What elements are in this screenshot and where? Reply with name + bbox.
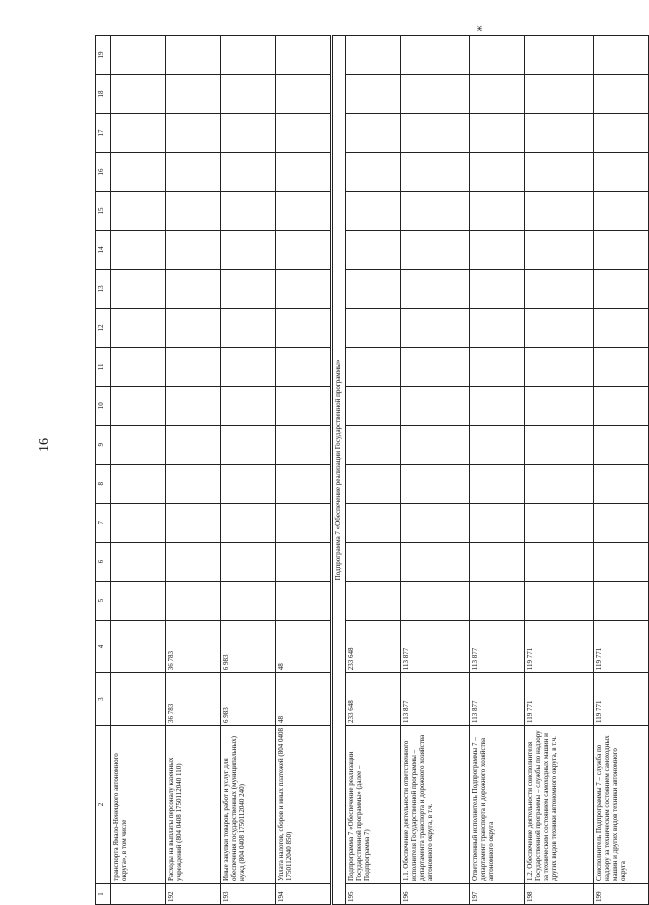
- empty-cell: [111, 230, 166, 269]
- value-col4: 36 783: [166, 620, 221, 673]
- empty-cell: [111, 581, 166, 620]
- row-name: Иные закупки товаров, работ и услуг для обеспечения государственных (муниципальных) нужд (804 0408 1750112040 240): [221, 725, 276, 883]
- empty-cell: [470, 153, 525, 192]
- empty-cell: [346, 114, 401, 153]
- subprogram-header: Подпрограмма 7 «Обеспечение реализации Государственной программы»: [332, 36, 346, 905]
- empty-cell: [111, 75, 166, 114]
- value-col4: 48: [276, 620, 332, 673]
- table-row: [276, 36, 332, 905]
- row-name: Расходы на выплаты персоналу казенных учреждений (804 0408 1750112040 110): [166, 725, 221, 883]
- table-row: [525, 36, 594, 905]
- column-header-7: 7: [96, 503, 111, 542]
- empty-cell: [401, 230, 470, 269]
- empty-cell: [346, 425, 401, 464]
- empty-cell: [166, 114, 221, 153]
- column-header-10: 10: [96, 386, 111, 425]
- empty-cell: [470, 581, 525, 620]
- empty-cell: [470, 114, 525, 153]
- empty-cell: [221, 230, 276, 269]
- table-row: [594, 36, 649, 905]
- empty-cell: [594, 542, 649, 581]
- table-row: [111, 36, 166, 905]
- table-row: [221, 36, 276, 905]
- empty-cell: [346, 308, 401, 347]
- empty-cell: [401, 386, 470, 425]
- table-row: [346, 36, 401, 905]
- value-col3: 6 983: [221, 673, 276, 726]
- empty-cell: [166, 542, 221, 581]
- empty-cell: [276, 581, 332, 620]
- empty-cell: [221, 503, 276, 542]
- empty-cell: [594, 153, 649, 192]
- empty-cell: [401, 75, 470, 114]
- empty-cell: [111, 114, 166, 153]
- empty-cell: [276, 75, 332, 114]
- empty-cell: [221, 581, 276, 620]
- empty-cell: [594, 386, 649, 425]
- empty-cell: [276, 36, 332, 75]
- empty-cell: [594, 114, 649, 153]
- row-name: Уплата налогов, сборов и иных платежей (804 0408 1750112040 850): [276, 725, 332, 883]
- empty-cell: [221, 542, 276, 581]
- empty-cell: [166, 269, 221, 308]
- empty-cell: [276, 386, 332, 425]
- empty-cell: [401, 308, 470, 347]
- column-header-17: 17: [96, 114, 111, 153]
- empty-cell: [221, 386, 276, 425]
- empty-cell: [525, 503, 594, 542]
- empty-cell: [525, 386, 594, 425]
- value-col3: 48: [276, 673, 332, 726]
- empty-cell: [276, 114, 332, 153]
- empty-cell: [111, 425, 166, 464]
- empty-cell: [401, 191, 470, 230]
- empty-cell: [346, 153, 401, 192]
- empty-cell: [525, 581, 594, 620]
- empty-cell: [594, 503, 649, 542]
- empty-cell: [594, 308, 649, 347]
- empty-cell: [401, 269, 470, 308]
- empty-cell: [111, 36, 166, 75]
- empty-cell: [276, 464, 332, 503]
- empty-cell: [401, 581, 470, 620]
- empty-cell: [221, 464, 276, 503]
- row-number: 195: [346, 883, 401, 904]
- empty-cell: [525, 542, 594, 581]
- empty-cell: [166, 386, 221, 425]
- empty-cell: [401, 542, 470, 581]
- corner-mark: ж: [474, 25, 484, 32]
- table-row: [166, 36, 221, 905]
- value-col4: 119 771: [525, 620, 594, 673]
- empty-cell: [346, 191, 401, 230]
- value-col3: 113 877: [470, 673, 525, 726]
- value-col3: 119 771: [594, 673, 649, 726]
- empty-cell: [276, 308, 332, 347]
- column-header-4: 4: [96, 620, 111, 673]
- empty-cell: [594, 75, 649, 114]
- value-col3: [111, 673, 166, 726]
- empty-cell: [221, 36, 276, 75]
- empty-cell: [525, 191, 594, 230]
- empty-cell: [525, 464, 594, 503]
- value-col4: 113 877: [470, 620, 525, 673]
- column-header-6: 6: [96, 542, 111, 581]
- column-number-row: [96, 36, 111, 905]
- empty-cell: [470, 503, 525, 542]
- empty-cell: [111, 308, 166, 347]
- value-col4: 233 648: [346, 620, 401, 673]
- empty-cell: [401, 425, 470, 464]
- empty-cell: [594, 425, 649, 464]
- empty-cell: [276, 269, 332, 308]
- empty-cell: [594, 269, 649, 308]
- empty-cell: [346, 464, 401, 503]
- empty-cell: [166, 581, 221, 620]
- rotated-table-container: [95, 35, 628, 905]
- empty-cell: [111, 386, 166, 425]
- budget-table: [95, 35, 649, 905]
- column-header-19: 19: [96, 36, 111, 75]
- empty-cell: [401, 347, 470, 386]
- empty-cell: [401, 464, 470, 503]
- page-number: 16: [37, 438, 52, 452]
- empty-cell: [166, 75, 221, 114]
- column-header-11: 11: [96, 347, 111, 386]
- empty-cell: [346, 75, 401, 114]
- empty-cell: [470, 36, 525, 75]
- row-name: Подпрограмма 7 «Обеспечение реализации Государственной программы» (далее – Подпрограмма 7): [346, 725, 401, 883]
- empty-cell: [111, 191, 166, 230]
- empty-cell: [525, 230, 594, 269]
- empty-cell: [594, 464, 649, 503]
- table-row: [470, 36, 525, 905]
- value-col3: 119 771: [525, 673, 594, 726]
- empty-cell: [166, 153, 221, 192]
- empty-cell: [111, 347, 166, 386]
- empty-cell: [111, 464, 166, 503]
- row-number: 199: [594, 883, 649, 904]
- empty-cell: [166, 191, 221, 230]
- empty-cell: [221, 114, 276, 153]
- empty-cell: [470, 386, 525, 425]
- empty-cell: [470, 464, 525, 503]
- empty-cell: [470, 542, 525, 581]
- empty-cell: [166, 230, 221, 269]
- empty-cell: [346, 230, 401, 269]
- column-header-16: 16: [96, 153, 111, 192]
- column-header-1: 1: [96, 883, 111, 904]
- column-header-18: 18: [96, 75, 111, 114]
- empty-cell: [166, 308, 221, 347]
- table-frame: [95, 35, 628, 905]
- empty-cell: [470, 230, 525, 269]
- value-col3: 113 877: [401, 673, 470, 726]
- empty-cell: [166, 347, 221, 386]
- empty-cell: [525, 269, 594, 308]
- empty-cell: [401, 153, 470, 192]
- empty-cell: [276, 230, 332, 269]
- empty-cell: [221, 153, 276, 192]
- empty-cell: [111, 542, 166, 581]
- column-header-12: 12: [96, 308, 111, 347]
- value-col4: 6 983: [221, 620, 276, 673]
- value-col4: [111, 620, 166, 673]
- row-number: 193: [221, 883, 276, 904]
- row-number: 194: [276, 883, 332, 904]
- empty-cell: [276, 191, 332, 230]
- empty-cell: [276, 153, 332, 192]
- empty-cell: [276, 542, 332, 581]
- empty-cell: [470, 308, 525, 347]
- column-header-15: 15: [96, 191, 111, 230]
- empty-cell: [111, 269, 166, 308]
- empty-cell: [221, 308, 276, 347]
- row-number: 192: [166, 883, 221, 904]
- subprogram-header-row: [332, 36, 346, 905]
- empty-cell: [525, 153, 594, 192]
- empty-cell: [594, 230, 649, 269]
- empty-cell: [221, 191, 276, 230]
- row-number: 197: [470, 883, 525, 904]
- empty-cell: [346, 542, 401, 581]
- value-col4: 113 877: [401, 620, 470, 673]
- empty-cell: [401, 114, 470, 153]
- empty-cell: [276, 503, 332, 542]
- column-header-9: 9: [96, 425, 111, 464]
- row-number: 198: [525, 883, 594, 904]
- empty-cell: [221, 425, 276, 464]
- empty-cell: [470, 191, 525, 230]
- empty-cell: [221, 269, 276, 308]
- empty-cell: [111, 503, 166, 542]
- empty-cell: [111, 153, 166, 192]
- empty-cell: [276, 425, 332, 464]
- value-col3: 36 783: [166, 673, 221, 726]
- row-number: [111, 883, 166, 904]
- empty-cell: [276, 347, 332, 386]
- empty-cell: [525, 347, 594, 386]
- table-row: [401, 36, 470, 905]
- empty-cell: [166, 503, 221, 542]
- empty-cell: [525, 114, 594, 153]
- empty-cell: [221, 75, 276, 114]
- empty-cell: [470, 75, 525, 114]
- row-name: 1.2. Обеспечение деятельности соисполнителя Государственной программы – службы по надзору за техническим состоянием самоходных машин и других видов техники автономного округа, в т.ч.: [525, 725, 594, 883]
- empty-cell: [346, 581, 401, 620]
- empty-cell: [401, 36, 470, 75]
- empty-cell: [221, 347, 276, 386]
- empty-cell: [166, 464, 221, 503]
- row-name: 1.1. Обеспечение деятельности ответственного исполнителя Государственной программы – департамента транспорта и дорожного хозяйства автономного округа, в т.ч.: [401, 725, 470, 883]
- column-header-8: 8: [96, 464, 111, 503]
- empty-cell: [470, 347, 525, 386]
- empty-cell: [525, 425, 594, 464]
- column-header-5: 5: [96, 581, 111, 620]
- value-col4: 119 771: [594, 620, 649, 673]
- row-number: 196: [401, 883, 470, 904]
- empty-cell: [346, 347, 401, 386]
- empty-cell: [594, 191, 649, 230]
- empty-cell: [594, 36, 649, 75]
- empty-cell: [166, 36, 221, 75]
- empty-cell: [401, 503, 470, 542]
- column-header-13: 13: [96, 269, 111, 308]
- column-header-14: 14: [96, 230, 111, 269]
- empty-cell: [470, 425, 525, 464]
- empty-cell: [166, 425, 221, 464]
- empty-cell: [525, 308, 594, 347]
- empty-cell: [470, 269, 525, 308]
- row-name: Соисполнитель Подпрограммы 7 – служба по надзору за техническим состоянием самоходных машин и других видов техники автономного округа: [594, 725, 649, 883]
- column-header-2: 2: [96, 725, 111, 883]
- empty-cell: [594, 581, 649, 620]
- empty-cell: [525, 75, 594, 114]
- row-name: транспорта Ямало-Ненецкого автономного округа», в том числе: [111, 725, 166, 883]
- value-col3: 233 648: [346, 673, 401, 726]
- empty-cell: [346, 386, 401, 425]
- empty-cell: [346, 36, 401, 75]
- column-header-3: 3: [96, 673, 111, 726]
- row-name: Ответственный исполнитель Подпрограммы 7 – департамент транспорта и дорожного хозяйства автономного округа: [470, 725, 525, 883]
- empty-cell: [346, 503, 401, 542]
- empty-cell: [525, 36, 594, 75]
- empty-cell: [594, 347, 649, 386]
- empty-cell: [346, 269, 401, 308]
